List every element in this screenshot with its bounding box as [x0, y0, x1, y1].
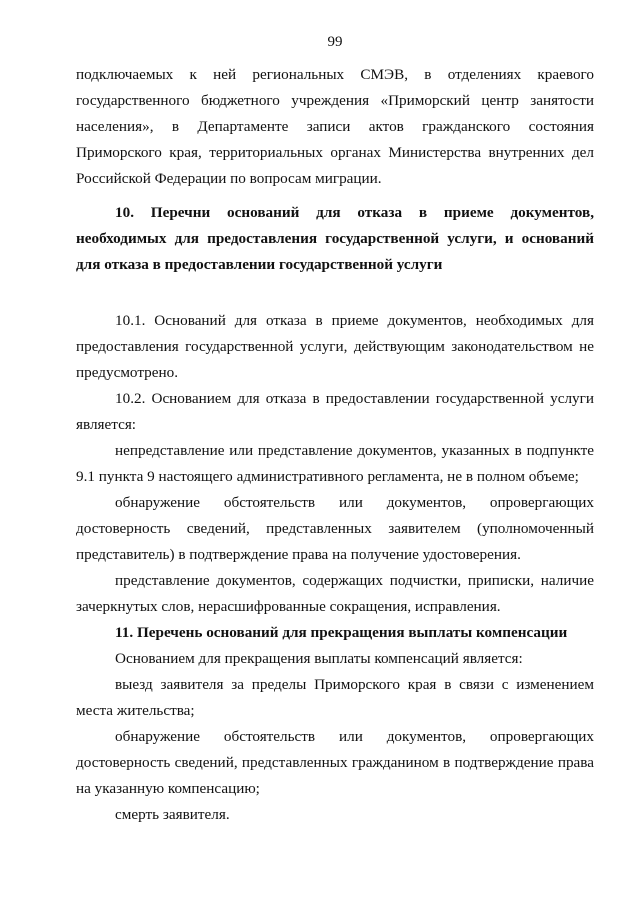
section-10-paragraph-5: представление документов, содержащих подчистки, приписки, наличие зачеркнутых слов, нерасшифрованные сокращения, исправления.: [76, 572, 594, 615]
section-10-heading: 10. Перечни оснований для отказа в приеме документов, необходимых для предоставления государственной услуги, и оснований для отказа в предоставлении государственной услуги: [76, 204, 594, 273]
section-10-paragraph-2: 10.2. Основанием для отказа в предоставлении государственной услуги является:: [76, 390, 594, 433]
intro-paragraph: подключаемых к ней региональных СМЭВ, в отделениях краевого государственного бюджетного учреждения «Приморский центр занятости населения», в Департаменте записи актов гражданского состояния Приморского края, территориальных органах Министерства внутренних дел Российской Федерации по вопросам миграции.: [76, 66, 594, 187]
section-11-paragraph-3: обнаружение обстоятельств или документов, опровергающих достоверность сведений, представленных гражданином в подтверждение права на указанную компенсацию;: [76, 728, 594, 797]
page-number: 99: [327, 34, 343, 50]
section-10-paragraph-3: непредставление или представление документов, указанных в подпункте 9.1 пункта 9 настоящего административного регламента, не в полном объеме;: [76, 442, 594, 485]
section-11-paragraph-1: Основанием для прекращения выплаты компенсаций является:: [115, 650, 523, 667]
section-10-paragraph-4: обнаружение обстоятельств или документов, опровергающих достоверность сведений, представленных заявителем (уполномоченный представитель) в подтверждение права на получение удостоверения.: [76, 494, 594, 563]
section-11-heading: 11. Перечень оснований для прекращения выплаты компенсации: [115, 624, 568, 641]
section-10-paragraph-1: 10.1. Оснований для отказа в приеме документов, необходимых для предоставления государственной услуги, действующим законодательством не предусмотрено.: [76, 312, 594, 381]
section-11-paragraph-4: смерть заявителя.: [115, 806, 230, 823]
section-11-paragraph-2: выезд заявителя за пределы Приморского края в связи с изменением места жительства;: [76, 676, 594, 719]
